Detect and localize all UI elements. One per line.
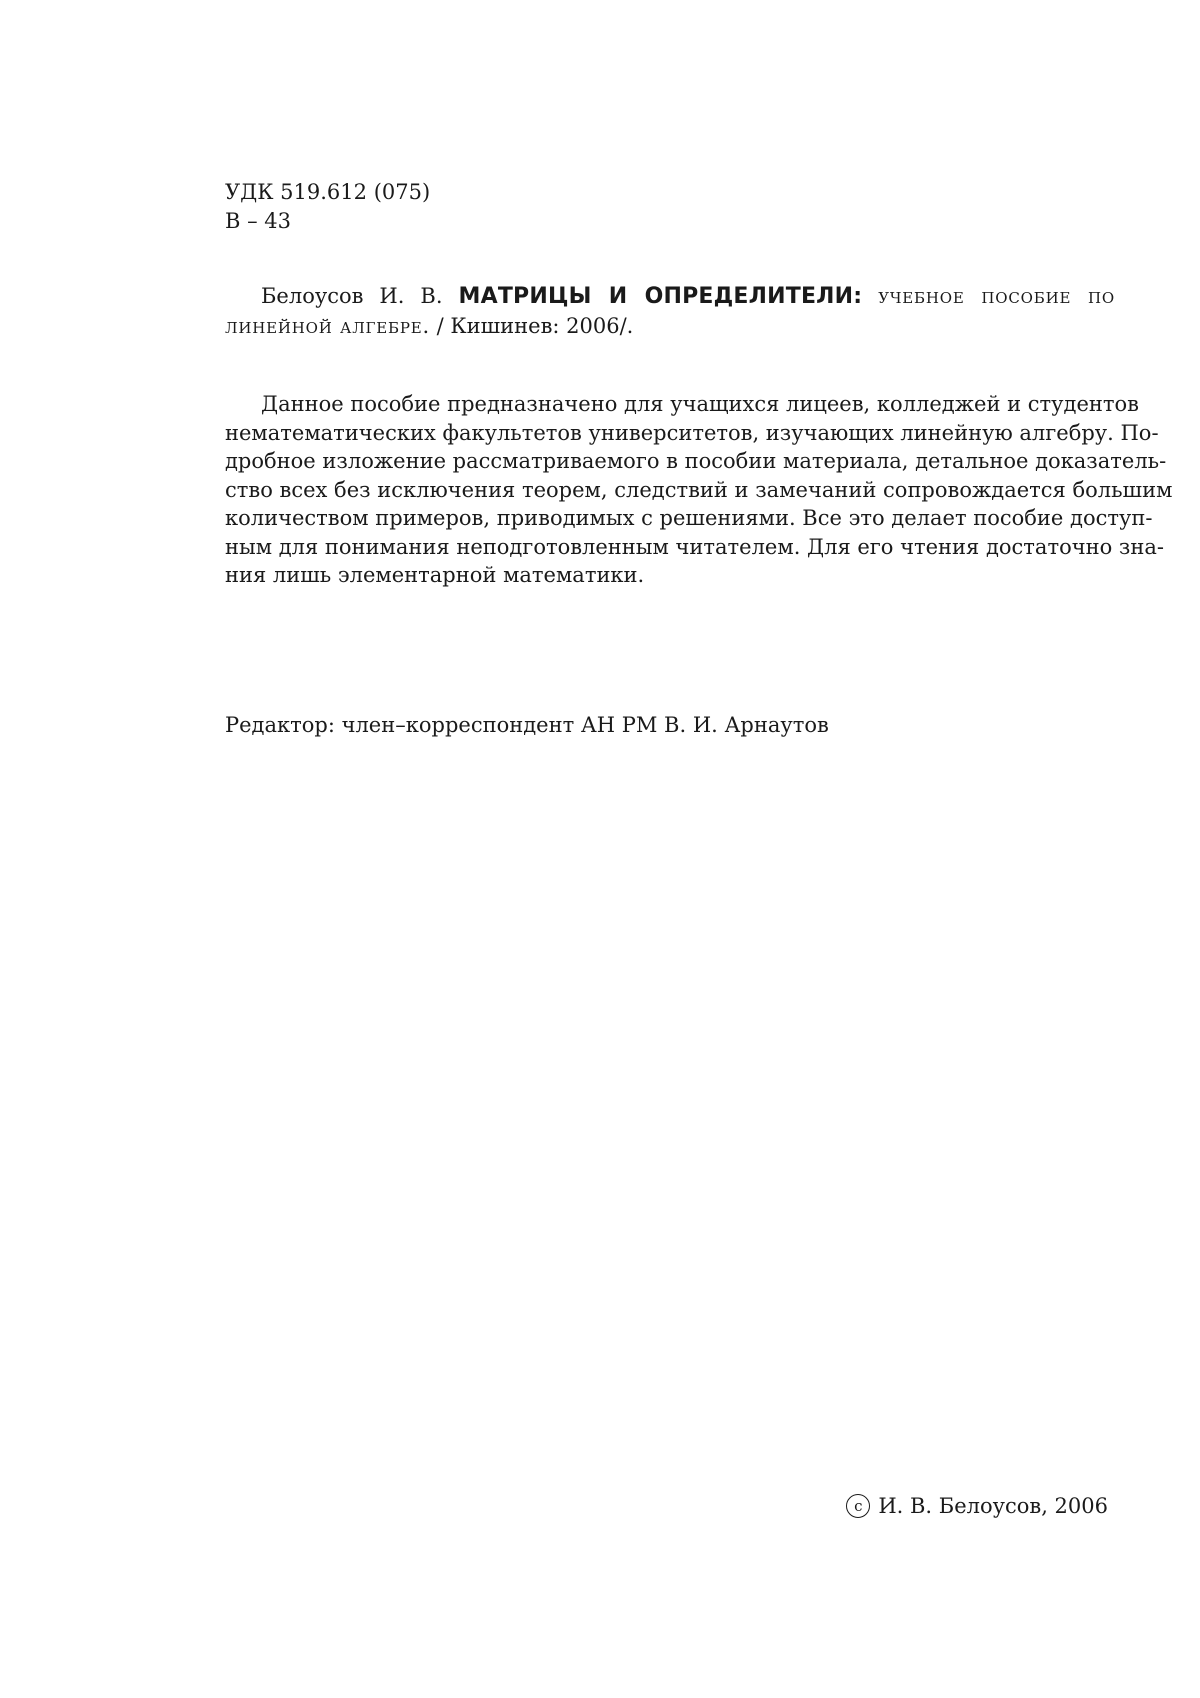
abstract-line: количеством примеров, приводимых с решениями. Все это делает пособие доступ- — [225, 506, 1153, 530]
author-name: Белоусов И. В. — [261, 284, 443, 308]
book-title: МАТРИЦЫ И ОПРЕДЕЛИТЕЛИ: — [458, 284, 863, 309]
abstract-paragraph — [225, 390, 1173, 590]
classification-block — [225, 178, 1115, 235]
copyright-holder: И. В. Белоусов, 2006 — [878, 1494, 1108, 1518]
copyright-icon: c — [846, 1494, 870, 1518]
abstract-line: ным для понимания неподготовленным читателем. Для его чтения достаточно зна- — [225, 534, 1164, 559]
bibliographic-description — [225, 282, 1115, 340]
abstract-line: дробное изложение рассматриваемого в пособии материала, детальное доказатель- — [225, 449, 1167, 473]
abstract-line: Данное пособие предназначено для учащихся лицеев, колледжей и студентов — [261, 392, 1139, 416]
udk-code: УДК 519.612 (075) — [225, 180, 431, 204]
editor-credit: Редактор: член–корреспондент АН РМ В. И. Арнаутов — [225, 713, 829, 737]
book-subtitle: учебное пособие по линейной алгебре. — [225, 284, 1115, 338]
abstract-line: нематематических факультетов университетов, изучающих линейную алгебру. По- — [225, 420, 1159, 445]
library-index: В – 43 — [225, 208, 292, 233]
abstract-line: ство всех без исключения теорем, следствий и замечаний сопровождается большим — [225, 477, 1173, 502]
publication-info: / Кишинев: 2006/. — [436, 313, 634, 338]
copyright-notice — [846, 1492, 1108, 1521]
abstract-line: ния лишь элементарной математики. — [225, 563, 645, 587]
